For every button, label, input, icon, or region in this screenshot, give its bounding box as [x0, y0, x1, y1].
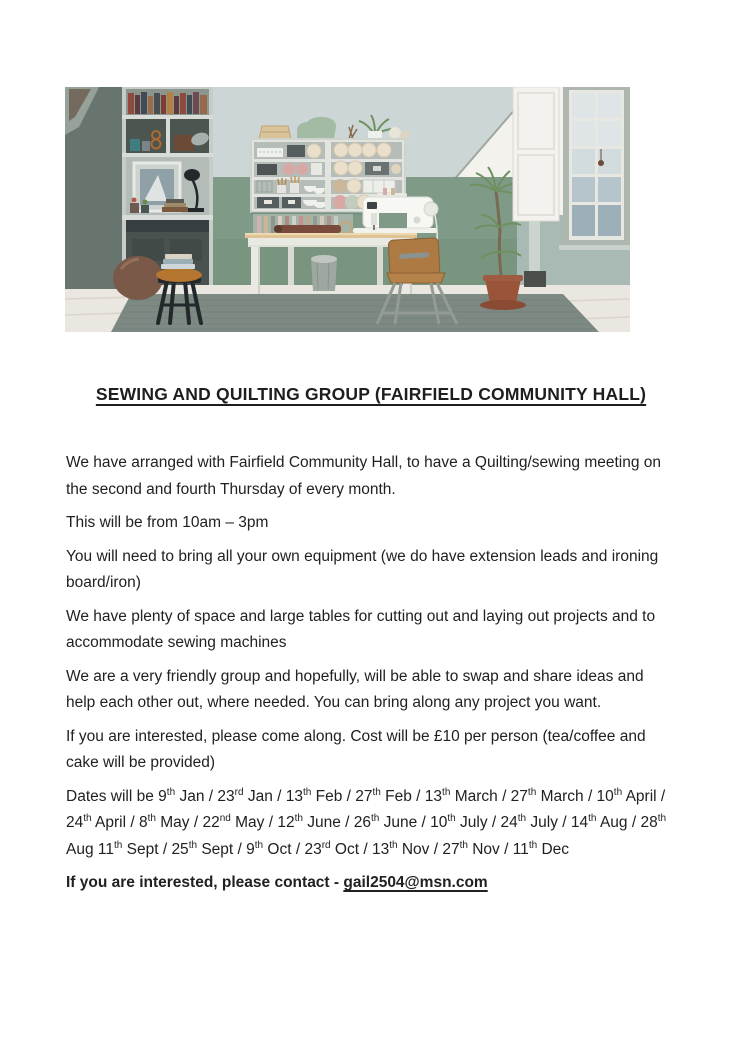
paragraph-hours: This will be from 10am – 3pm: [66, 514, 269, 531]
photo-rug: [111, 294, 599, 332]
photo-waste-bin: [311, 255, 337, 291]
paragraph-space: We have plenty of space and large tables for cutting out and laying out projects and to accommodate sewing machines: [66, 607, 656, 651]
photo-clay-pot: [113, 256, 163, 300]
contact-email[interactable]: gail2504@msn.com: [343, 874, 488, 891]
contact-text: If you are interested, please contact -: [66, 874, 344, 891]
photo-left-wall: [65, 87, 122, 289]
paragraph-equipment: You will need to bring all your own equipment (we do have extension leads and ironing board/iron): [66, 547, 659, 591]
paragraph-contact: [66, 870, 676, 897]
document-body: [66, 383, 676, 904]
paragraph-friendly: We are a very friendly group and hopefully, will be able to swap and share ideas and help each other out, where needed. You can bring along any project you want.: [66, 667, 644, 711]
photo-window: [559, 87, 630, 250]
paragraph-intro: We have arranged with Fairfield Community Hall, to have a Quilting/sewing meeting on the second and fourth Thursday of every month.: [66, 454, 662, 498]
craft-room-photo: [65, 87, 630, 332]
photo-shutter: [513, 87, 559, 221]
paragraph-dates: Dates will be 9th Jan / 23rd Jan / 13th Feb / 27th Feb / 13th March / 27th March / 10th April / 24th April / 8th May / 22nd May / 12th June / 26th June / 10th July / 24th July / 14th Aug / 28th Aug 11th Sept / 25th Sept / 9th Oct / 23rd Oct / 13th Nov / 27th Nov / 11th Dec: [66, 786, 667, 858]
page-title: SEWING AND QUILTING GROUP (FAIRFIELD COMMUNITY HALL): [95, 384, 647, 404]
paragraph-cost: If you are interested, please come along. Cost will be £10 per person (tea/coffee and cake will be provided): [66, 727, 646, 771]
